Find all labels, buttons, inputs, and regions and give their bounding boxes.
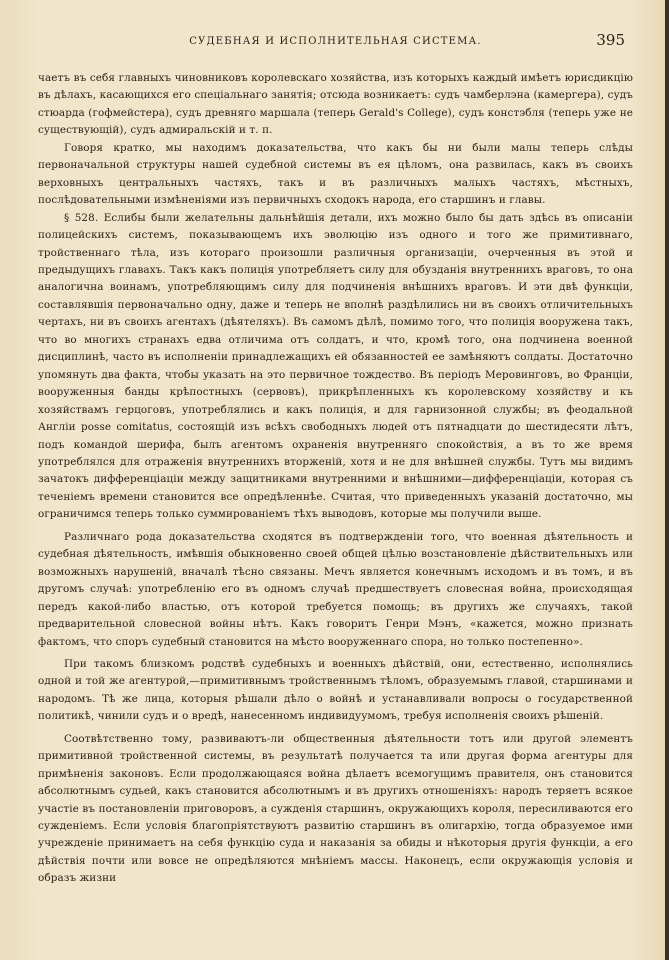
paragraph-section-528: § 528. Еслибы были желательны дальнѣйшія детали, ихъ можно было бы дать здѣсь въ описаніи полицейскихъ системъ, показывающемъ ихъ эволюцію изъ одного и того же примитивнаго, тройственнаго тѣла, изъ котораго произошли различныя организаціи, очерченныя въ этой и предыдущихъ главахъ. Такъ какъ полиція употребляетъ силу для обузданія внутреннихъ враговъ, то она аналогична воинамъ, употребляющимъ силу для подчиненія внѣшнихъ враговъ. И эти двѣ функціи, составлявшія первоначально одну, даже и теперь не вполнѣ раздѣлились ни въ своихъ отличительныхъ чертахъ, ни въ своихъ агентахъ (дѣятеляхъ). Въ самомъ дѣлѣ, помимо того, что полиція вооружена такъ, что во многихъ странахъ едва отличима отъ солдатъ, и что, кромѣ того, она подчинена военной дисциплинѣ, часто въ исполненіи принадлежащихъ ей обязанностей ее замѣняютъ солдаты. Достаточно упомянуть два факта, чтобы указать на это первичное тождество. Въ періодъ Меровинговъ, во Франціи, вооруженныя банды крѣпостныхъ (сервовъ), прикрѣпленныхъ къ королевскому хозяйству и къ хозяйствамъ герцоговъ, употреблялись и какъ полиція, и для гарнизонной службы; въ феодальной Англіи posse comitatus, состоящій изъ всѣхъ свободныхъ людей отъ пятнадцати до шестидесяти лѣтъ, подъ командой шерифа, былъ агентомъ охраненія внутренняго спокойствія, а въ то же время употреблялся для отраженія внутреннихъ вторженій, хотя и не для внѣшней службы. Тутъ мы видимъ зачатокъ дифференціаціи между защитниками внутренними и внѣшними—дифференціаціи, которая съ теченіемъ времени становится все опредѣленнѣе. Считая, что приведенныхъ указаній достаточно, мы ограничимся теперь только суммированіемъ тѣхъ выводовъ, которые мы получили выше. [38, 211, 633, 521]
page-gutter-shadow [665, 0, 669, 960]
paragraph: Различнаго рода доказательства сходятся въ подтвержденіи того, что военная дѣятельность и судебная дѣятельность, имѣвшія обыкновенно своей общей цѣлью возстановленіе дѣйствительныхъ или возможныхъ нарушеній, вначалѣ тѣсно связаны. Мечъ является конечнымъ исходомъ и въ томъ, и въ другомъ случаѣ: употребленію его въ одномъ случаѣ предшествуетъ словесная война, происходящая передъ какой-либо властью, отъ которой требуется помощь; въ другихъ же случаяхъ, такой предварительной словесной войны нѣтъ. Какъ говоритъ Генри Мэнъ, «кажется, можно признать фактомъ, что споръ судебный становится на мѣсто вооруженнаго спора, но только постепенно». [38, 530, 633, 648]
paragraph: При такомъ близкомъ родствѣ судебныхъ и военныхъ дѣйствій, они, естественно, исполнялись одной и той же агентурой,—примитивнымъ тройственнымъ тѣломъ, образуемымъ главой, старшинами и народомъ. Тѣ же лица, которыя рѣшали дѣло о войнѣ и устанавливали вопросы о государственной политикѣ, чинили судъ и о вредѣ, нанесенномъ индивидуумомъ, требуя исполненія своихъ рѣшеній. [38, 657, 633, 723]
paragraph: Соотвѣтственно тому, развиваютъ-ли общественныя дѣятельности тотъ или другой элементъ примитивной тройственной системы, въ результатѣ получается та или другая форма агентуры для примѣненія законовъ. Если продолжающаяся война дѣлаетъ всемогущимъ правителя, онъ становится абсолютнымъ судьей, какъ становится абсолютнымъ и въ другихъ отношеніяхъ: народъ теряетъ всякое участіе въ постановленіи приговоровъ, а сужденія старшинъ, окружающихъ короля, пересиливаются его сужденіемъ. Если условія благопріятствуютъ развитію старшинъ въ олигархію, тогда образуемое ими учрежденіе принимаетъ на себя функцію суда и наказанія за обиды и нѣкоторыя другія функціи, а его дѣйствія почти или вовсе не опредѣляются мнѣніемъ массы. Наконецъ, если окружающія условія и образъ жизни [38, 732, 633, 885]
paragraph-continuation: чаетъ въ себя главныхъ чиновниковъ королевскаго хозяйства, изъ которыхъ каждый имѣетъ юрисдикцію въ дѣлахъ, касающихся его спеціальнаго занятія; отсюда возникаетъ: судъ чамберлэна (камергера), судъ стюарда (гофмейстера), судъ древняго маршала (теперь Gerald's College), судъ констэбля (теперь уже не существующій), судъ адмиральскій и т. п. [38, 72, 633, 137]
running-header [38, 31, 633, 58]
running-title: СУДЕБНАЯ И ИСПОЛНИТЕЛЬНАЯ СИСТЕМА. [189, 36, 482, 47]
paragraph: Говоря кратко, мы находимъ доказательства, что какъ бы ни были малы теперь слѣды первоначальной структуры нашей судебной системы въ ея цѣломъ, она развилась, какъ въ своихъ верховныхъ центральныхъ частяхъ, такъ и въ различныхъ малыхъ частяхъ, мѣстныхъ, послѣдовательными измѣненіями изъ первичныхъ сходокъ народа, его старшинъ и главы. [38, 141, 633, 207]
body-text [38, 70, 633, 888]
page-number: 395 [596, 31, 625, 49]
